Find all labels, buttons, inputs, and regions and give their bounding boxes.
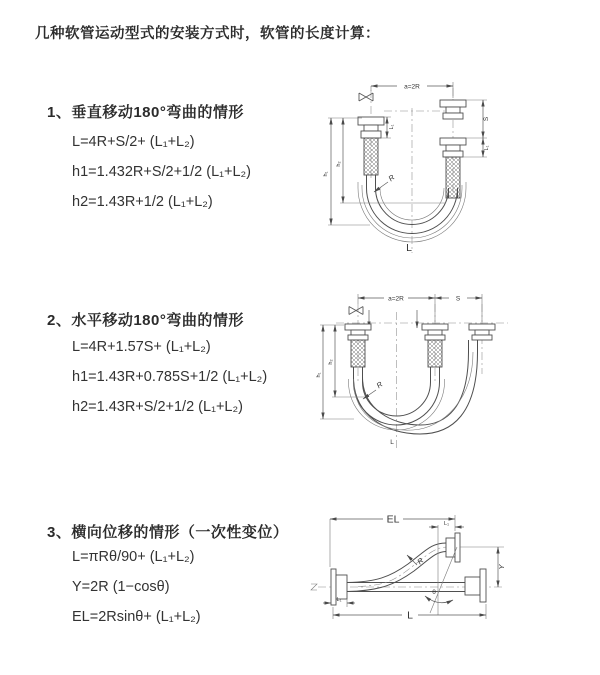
dim-label-l1-top: L₁ xyxy=(444,521,449,527)
dim-label-h1: h₁ xyxy=(316,372,322,378)
slant-construction-line xyxy=(430,547,457,613)
section-1-formula-h2: h2=1.43R+1/2 (L₁+L₂) xyxy=(72,194,213,210)
leg-centerlines xyxy=(358,304,482,382)
theta-angle-arc xyxy=(425,596,453,603)
section-3-formula-EL: EL=2Rsinθ+ (L₁+L₂) xyxy=(72,609,201,625)
dim-label-h2: h₂ xyxy=(336,161,342,167)
dim-label-h1: h₁ xyxy=(323,171,329,177)
dim-label-span: a=2R xyxy=(388,295,404,303)
left-braid-section xyxy=(364,138,378,175)
radius-label: R xyxy=(374,379,385,391)
section-3-formula-Y: Y=2R (1−cosθ) xyxy=(72,579,170,595)
right-lower-flange-hub xyxy=(465,577,480,595)
right-flange-upper-ring xyxy=(446,107,460,113)
left-flange-plate xyxy=(331,569,336,605)
section-3-formula-L: L=πRθ/90+ (L₁+L₂) xyxy=(72,549,195,565)
dim-label-h2: h₂ xyxy=(328,359,334,365)
left-braid-section xyxy=(351,340,365,367)
radius-label: R xyxy=(415,555,426,567)
dim-label-y: Y xyxy=(497,564,506,570)
dim-label-s: S xyxy=(483,116,490,122)
theta-label: θ xyxy=(432,589,436,596)
middle-braid-section xyxy=(428,340,442,367)
radius-leader-line xyxy=(374,182,388,192)
middle-flange xyxy=(422,324,448,340)
dim-label-l1-left: L₁ xyxy=(389,124,395,130)
length-label: L xyxy=(390,439,394,446)
centerline-break-mark xyxy=(311,584,317,590)
section-2-heading: 2、水平移动180°弯曲的情形 xyxy=(47,312,244,329)
right-flange xyxy=(469,324,495,340)
dim-label-span: a=2R xyxy=(404,83,420,91)
section-2-formula-h2: h2=1.43R+S/2+1/2 (L₁+L₂) xyxy=(72,399,243,415)
length-label: L xyxy=(407,609,413,622)
section-3-heading: 3、横向位移的情形（一次性变位） xyxy=(47,524,289,541)
diagram-horizontal-180-bend xyxy=(308,282,543,457)
valve-icon xyxy=(349,307,363,315)
section-1-heading: 1、垂直移动180°弯曲的情形 xyxy=(47,104,244,121)
upper-flange-plate xyxy=(455,533,460,562)
right-flange-upper-hub xyxy=(443,113,463,119)
left-flange-hub xyxy=(336,575,347,599)
left-flange-hub xyxy=(361,131,381,138)
dim-label-s: S xyxy=(455,295,461,303)
page-title: 几种软管运动型式的安装方式时，软管的长度计算： xyxy=(35,26,380,42)
section-1-formula-L: L=4R+S/2+ (L₁+L₂) xyxy=(72,134,195,150)
radius-label: R xyxy=(386,172,397,184)
dim-label-el: EL xyxy=(386,513,400,526)
curved-hose-top-wall xyxy=(347,543,446,583)
right-flange-lower-ring xyxy=(446,145,460,151)
dim-label-l1-right: L₁ xyxy=(484,145,490,151)
section-2-formula-h1: h1=1.43R+0.785S+1/2 (L₁+L₂) xyxy=(72,369,268,385)
right-flange-lower-hub xyxy=(443,151,463,157)
right-flange-upper-cap xyxy=(440,100,466,107)
length-label: L xyxy=(406,242,412,254)
left-flange xyxy=(345,324,371,340)
section-1-formula-h1: h1=1.432R+S/2+1/2 (L₁+L₂) xyxy=(72,164,252,180)
diagram-lateral-displacement xyxy=(298,503,553,643)
section-2-formula-L: L=4R+1.57S+ (L₁+L₂) xyxy=(72,339,211,355)
diagram-vertical-180-bend xyxy=(300,70,520,260)
left-flange-ring xyxy=(364,125,378,131)
right-flange-lower-cap xyxy=(440,138,466,145)
dim-label-l1-left: L₁ xyxy=(336,597,342,603)
right-lower-flange-plate xyxy=(480,569,486,602)
upper-flange-hub xyxy=(446,538,455,557)
